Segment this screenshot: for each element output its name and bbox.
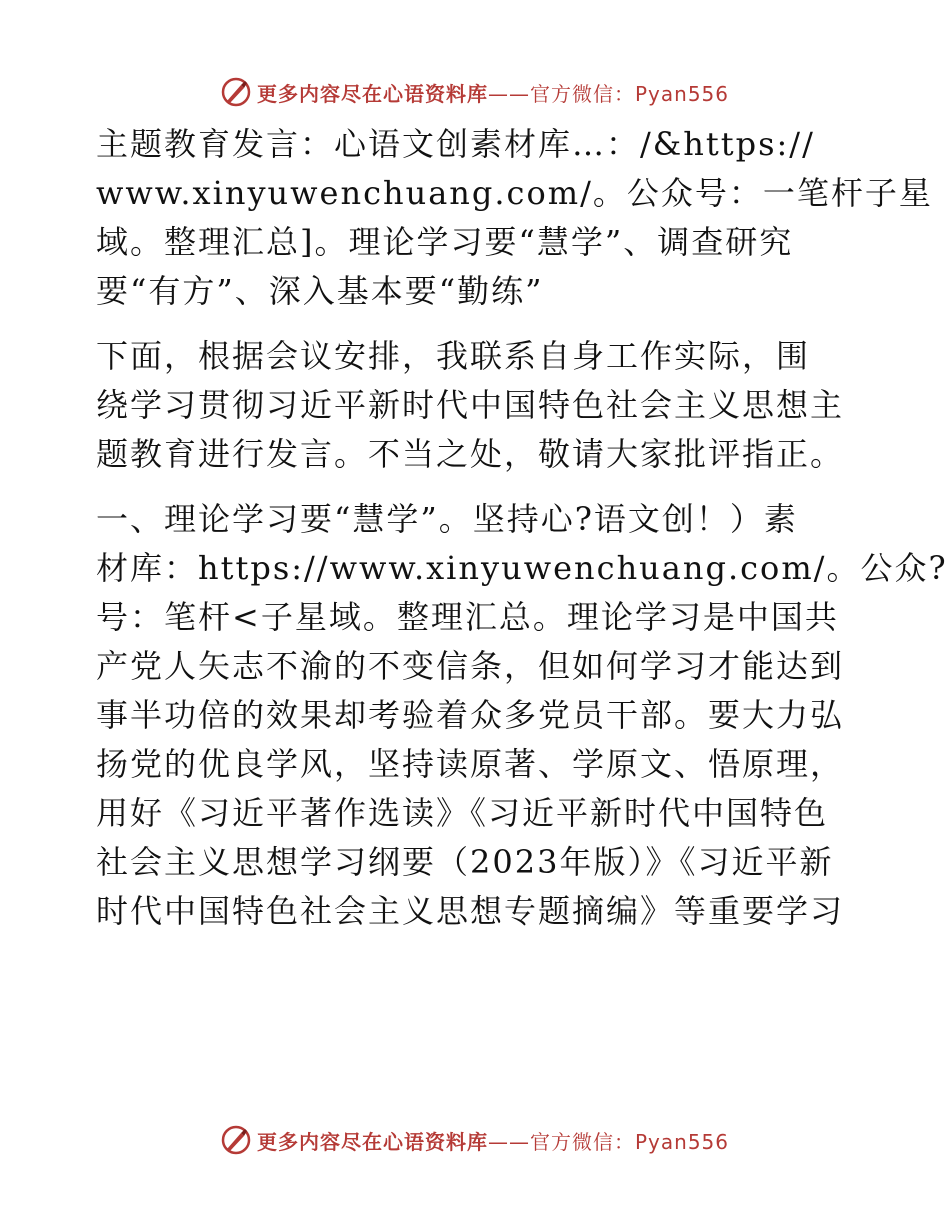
text-line: 主题教育发言：心语文创素材库…：/&https:// (96, 125, 815, 163)
text-line: 产党人矢志不渝的不变信条，但如何学习才能达到 (96, 647, 845, 685)
paragraph-intro (96, 332, 856, 479)
text-line: www.xinyuwenchuang.com/。公众号：一笔杆子星 (96, 174, 933, 212)
banner-handle: Pyan556 (634, 1129, 729, 1154)
text-line: 号：笔杆<子星域。整理汇总。理论学习是中国共 (96, 598, 839, 636)
header-banner (0, 72, 950, 112)
paragraph-section-one (96, 495, 948, 936)
footer-banner-text (257, 1126, 729, 1155)
banner-handle: Pyan556 (634, 81, 729, 106)
text-line: 要“有方”、深入基本要“勤练” (96, 272, 544, 310)
document-body (96, 120, 948, 952)
text-line: 域。整理汇总]。理论学习要“慧学”、调查研究 (96, 223, 794, 261)
text-line: 下面，根据会议安排，我联系自身工作实际，围 (96, 337, 811, 375)
paragraph-title (96, 120, 933, 316)
footer-banner (0, 1120, 950, 1160)
text-line: 时代中国特色社会主义思想专题摘编》等重要学习 (96, 892, 845, 930)
header-banner-text (257, 78, 729, 107)
banner-main-text: 更多内容尽在心语资料库 (256, 81, 488, 106)
banner-wechat-label: 官方微信： (529, 1129, 635, 1154)
text-line: 事半功倍的效果却考验着众多党员干部。要大力弘 (96, 696, 845, 734)
text-line: 材库：https://www.xinyuwenchuang.com/。公众? (96, 549, 948, 587)
brush-pen-logo-icon (221, 1125, 251, 1155)
brush-pen-logo-icon (221, 77, 251, 107)
text-line: 扬党的优良学风，坚持读原著、学原文、悟原理， (96, 745, 845, 783)
text-line: 用好《习近平著作选读》《习近平新时代中国特色 (96, 794, 829, 832)
banner-dash: —— (487, 81, 530, 106)
text-line: 一、理论学习要“慧学”。坚持心?语文创！）素 (96, 500, 798, 538)
banner-wechat-label: 官方微信： (529, 81, 635, 106)
banner-main-text: 更多内容尽在心语资料库 (256, 1129, 488, 1154)
text-line: 社会主义思想学习纲要（2023年版）》《习近平新 (96, 843, 834, 881)
text-line: 题教育进行发言。不当之处，敬请大家批评指正。 (96, 435, 845, 473)
text-line: 绕学习贯彻习近平新时代中国特色社会主义思想主 (96, 386, 845, 424)
banner-dash: —— (487, 1129, 530, 1154)
